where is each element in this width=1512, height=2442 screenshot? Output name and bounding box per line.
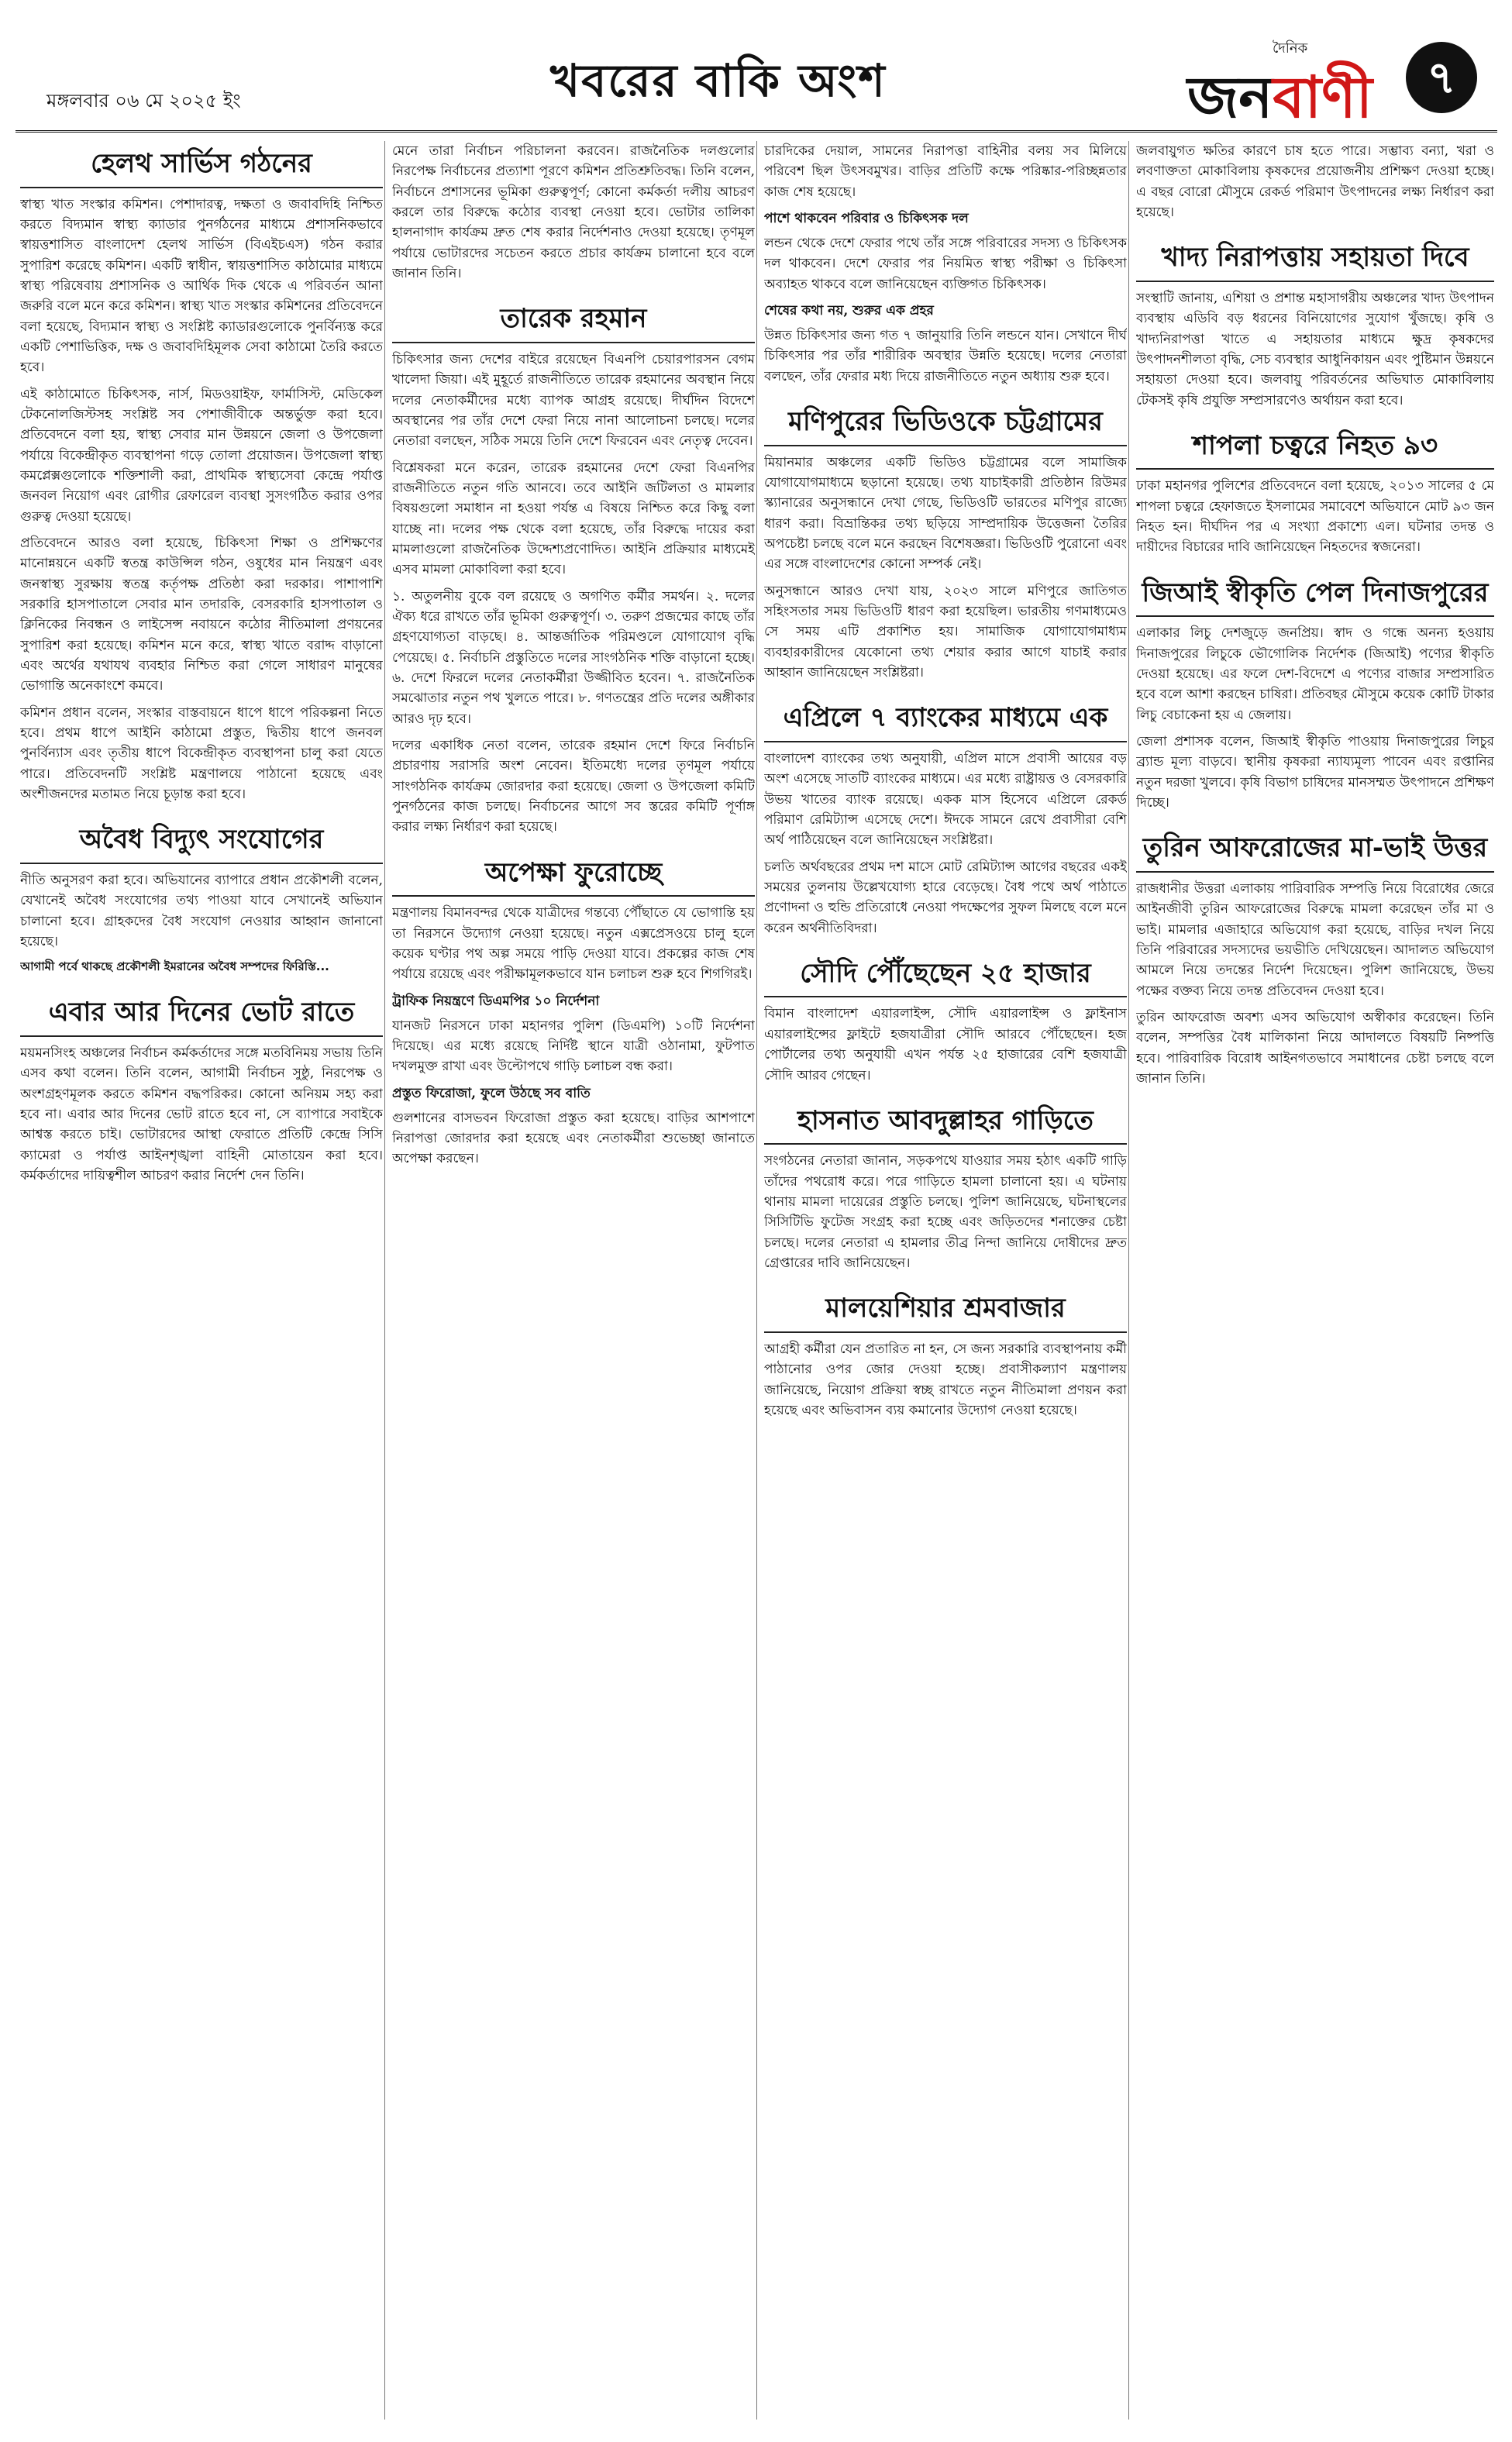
article-paragraph: জেলা প্রশাসক বলেন, জিআই স্বীকৃতি পাওয়ায় দিনাজপুরের লিচুর ব্র্যান্ড মূল্য বাড়বে। স্থানীয় কৃষকরা ন্যায্যমূল্য পাবেন এবং রপ্তানির নতুন দরজা খুলবে। কৃষি বিভাগ চাষিদের মানসম্মত উৎপাদনে প্রশিক্ষণ দিচ্ছে। xyxy=(1136,734,1494,811)
article-headline: এপ্রিলে ৭ ব্যাংকের মাধ্যমে এক xyxy=(764,695,1127,742)
article-paragraph: চিকিৎসার জন্য দেশের বাইরে রয়েছেন বিএনপি চেয়ারপারসন বেগম খালেদা জিয়া। এই মুহূর্তে রাজনীতিতে তারেক রহমানের অবস্থান নিয়ে দলের নেতাকর্মীদের মধ্যে ব্যাপক আগ্রহ রয়েছে। দীর্ঘদিন বিদেশে অবস্থানের পর তাঁর দেশে ফেরা নিয়ে নানা আলোচনা চলছে। দলের নেতারা বলছেন, সঠিক সময়ে তিনি দেশে ফিরবেন এবং নেতৃত্ব দেবেন। xyxy=(392,351,755,449)
page-number: ৭ xyxy=(1406,42,1477,113)
article-headline: খাদ্য নিরাপত্তায় সহায়তা দিবে xyxy=(1136,235,1494,282)
article-paragraph: তুরিন আফরোজ অবশ্য এসব অভিযোগ অস্বীকার করেছেন। তিনি বলেন, সম্পত্তির বৈধ মালিকানা নিয়ে আদালতে বিষয়টি নিষ্পত্তি হবে। পারিবারিক বিরোধ আইনগতভাবে সমাধানের চেষ্টা চলছে বলে জানান তিনি। xyxy=(1136,1009,1494,1087)
article-paragraph: চলতি অর্থবছরের প্রথম দশ মাসে মোট রেমিট্যান্স আগের বছরের একই সময়ের তুলনায় উল্লেখযোগ্য হারে বেড়েছে। বৈধ পথে অর্থ পাঠাতে প্রণোদনা ও হুন্ডি প্রতিরোধে নেওয়া পদক্ষেপের সুফল মিলছে বলে মনে করেন অর্থনীতিবিদরা। xyxy=(764,859,1127,936)
article-paragraph: যানজট নিরসনে ঢাকা মহানগর পুলিশ (ডিএমপি) ১০টি নির্দেশনা দিয়েছে। এর মধ্যে রয়েছে নির্দিষ্ট স্থানে যাত্রী ওঠানামা, ফুটপাত দখলমুক্ত রাখা এবং উল্টোপথে গাড়ি চলাচল বন্ধ করা। xyxy=(392,1018,755,1075)
article-paragraph: মেনে তারা নির্বাচন পরিচালনা করবেন। রাজনৈতিক দলগুলোর নিরপেক্ষ নির্বাচনের প্রত্যাশা পূরণে কমিশন প্রতিশ্রুতিবদ্ধ। তিনি বলেন, নির্বাচনে প্রশাসনের ভূমিকা গুরুত্বপূর্ণ; কোনো কর্মকর্তা দলীয় আচরণ করলে তার বিরুদ্ধে কঠোর ব্যবস্থা নেওয়া হবে। ভোটার তালিকা হালনাগাদ কার্যক্রম দ্রুত শেষ করার নির্দেশনাও দেওয়া হয়েছে। তৃণমূল পর্যায়ে ভোটারদের সচেতন করতে প্রচার কার্যক্রম চালানো হবে বলে জানান তিনি। xyxy=(392,143,755,282)
column-2 xyxy=(392,141,755,2427)
article-paragraph: লন্ডন থেকে দেশে ফেরার পথে তাঁর সঙ্গে পরিবারের সদস্য ও চিকিৎসক দল থাকবেন। দেশে ফেরার পর নিয়মিত স্বাস্থ্য পরীক্ষা ও চিকিৎসা অব্যাহত থাকবে বলে জানিয়েছেন ব্যক্তিগত চিকিৎসক। xyxy=(764,236,1127,292)
article-hasnat-car xyxy=(764,1098,1127,1274)
brand-wordmark-part-b: বাণী xyxy=(1273,64,1373,131)
article-paragraph: সংগঠনের নেতারা জানান, সড়কপথে যাওয়ার সময় হঠাৎ একটি গাড়ি তাঁদের পথরোধ করে। পরে গাড়িতে হামলা চালানো হয়। এ ঘটনায় থানায় মামলা দায়েরের প্রস্তুতি চলছে। পুলিশ জানিয়েছে, ঘটনাস্থলের সিসিটিভি ফুটেজ সংগ্রহ করা হচ্ছে এবং জড়িতদের শনাক্তের চেষ্টা চলছে। দলের নেতারা এ হামলার তীব্র নিন্দা জানিয়ে দোষীদের দ্রুত গ্রেপ্তারের দাবি জানিয়েছেন। xyxy=(764,1153,1127,1272)
article-paragraph: ১. অতুলনীয় বুকে বল রয়েছে ও অগণিত কর্মীর সমর্থন। ২. দলের ঐক্য ধরে রাখতে তাঁর ভূমিকা গুরুত্বপূর্ণ। ৩. তরুণ প্রজন্মের কাছে তাঁর গ্রহণযোগ্যতা বাড়ছে। ৪. আন্তর্জাতিক পরিমণ্ডলে যোগাযোগ বৃদ্ধি পেয়েছে। ৫. নির্বাচনি প্রস্তুতিতে দলের সাংগঠনিক শক্তি বাড়ানো হচ্ছে। ৬. দেশে ফিরলে দলের নেতাকর্মীরা উজ্জীবিত হবেন। ৭. রাজনৈতিক সমঝোতার নতুন পথ খুলতে পারে। ৮. গণতন্ত্রের প্রতি দলের অঙ্গীকার আরও দৃঢ় হবে। xyxy=(392,588,755,727)
article-headline: শাপলা চত্বরে নিহত ৯৩ xyxy=(1136,423,1494,470)
article-headline: অবৈধ বিদ্যুৎ সংযোগের xyxy=(20,817,383,864)
article-paragraph: আগ্রহী কর্মীরা যেন প্রতারিত না হন, সে জন্য সরকারি ব্যবস্থাপনায় কর্মী পাঠানোর ওপর জোর দেওয়া হচ্ছে। প্রবাসীকল্যাণ মন্ত্রণালয় জানিয়েছে, নিয়োগ প্রক্রিয়া স্বচ্ছ রাখতে নতুন নীতিমালা প্রণয়ন করা হয়েছে এবং অভিবাসন ব্যয় কমানোর উদ্যোগ নেওয়া হয়েছে। xyxy=(764,1341,1127,1418)
article-headline: এবার আর দিনের ভোট রাতে xyxy=(20,990,383,1037)
column-3 xyxy=(764,141,1127,2427)
article-tarique-rahman xyxy=(392,296,755,837)
article-paragraph: কমিশন প্রধান বলেন, সংস্কার বাস্তবায়নে ধাপে ধাপে পরিকল্পনা নিতে হবে। প্রথম ধাপে আইনি কাঠামো প্রস্তুত, দ্বিতীয় ধাপে জনবল পুনর্বিন্যাস এবং তৃতীয় ধাপে বিকেন্দ্রীকৃত ব্যবস্থাপনা চালু করা যেতে পারে। প্রতিবেদনটি সংশ্লিষ্ট মন্ত্রণালয়ে পাঠানো হয়েছে এবং অংশীজনদের মতামত নিয়ে চূড়ান্ত করা হবে। xyxy=(20,704,383,803)
article-paragraph: মিয়ানমার অঞ্চলের একটি ভিডিও চট্টগ্রামের বলে সামাজিক যোগাযোগমাধ্যমে ছড়ানো হয়েছে। তথ্য যাচাইকারী প্রতিষ্ঠান রিউমর স্ক্যানারের অনুসন্ধানে দেখা গেছে, ভিডিওটি ভারতের মণিপুর রাজ্যে ধারণ করা। বিভ্রান্তিকর তথ্য ছড়িয়ে সাম্প্রদায়িক উত্তেজনা তৈরির অপচেষ্টা চলছে বলে মনে করছেন বিশেষজ্ঞরা। ভিডিওটি পুরোনো এবং এর সঙ্গে বাংলাদেশের কোনো সম্পর্ক নেই। xyxy=(764,454,1127,573)
article-paragraph: অনুসন্ধানে আরও দেখা যায়, ২০২৩ সালে মণিপুরে জাতিগত সহিংসতার সময় ভিডিওটি ধারণ করা হয়েছিল। ভারতীয় গণমাধ্যমেও সে সময় এটি প্রকাশিত হয়। সামাজিক যোগাযোগমাধ্যম ব্যবহারকারীদের যেকোনো তথ্য শেয়ার করার আগে যাচাই করার আহ্বান জানিয়েছেন সংশ্লিষ্টরা। xyxy=(764,583,1127,681)
section-title: খবরের বাকি অংশ xyxy=(550,54,887,107)
article-paragraph: ময়মনসিংহ অঞ্চলের নির্বাচন কর্মকর্তাদের সঙ্গে মতবিনিময় সভায় তিনি এসব কথা বলেন। তিনি বলেন, আগামী নির্বাচন সুষ্ঠু, নিরপেক্ষ ও অংশগ্রহণমূলক করতে কমিশন বদ্ধপরিকর। কোনো অনিয়ম সহ্য করা হবে না। এবার আর দিনের ভোট রাতে হবে না, সে ব্যাপারে সবাইকে আশ্বস্ত করতে চাই। ভোটারদের আস্থা ফেরাতে প্রতিটি কেন্দ্রে সিসি ক্যামেরা ও পর্যাপ্ত আইনশৃঙ্খলা বাহিনী মোতায়েন করা হবে। কর্মকর্তাদের দায়িত্বশীল আচরণ করার নির্দেশ দেন তিনি। xyxy=(20,1045,383,1183)
article-headline: হেলথ সার্ভিস গঠনের xyxy=(20,141,383,188)
article-turin-afroz xyxy=(1136,825,1494,1089)
brand-wordmark-part-a: জন xyxy=(1187,64,1273,131)
article-headline: জিআই স্বীকৃতি পেল দিনাজপুরের xyxy=(1136,570,1494,618)
brand-small-label: দৈনিক xyxy=(1273,40,1308,57)
article-food-security xyxy=(1136,235,1494,411)
article-subhead: প্রস্তুত ফিরোজা, ফুলে উঠছে সব বাতি xyxy=(392,1085,591,1101)
article-paragraph: দলের একাধিক নেতা বলেন, তারেক রহমান দেশে ফিরে নির্বাচনি প্রচারণায় সরাসরি অংশ নেবেন। ইতিমধ্যে দলের তৃণমূল পর্যায়ে সাংগঠনিক কার্যক্রম জোরদার করা হয়েছে। জেলা ও উপজেলা কমিটি পুনর্গঠনের কাজ চলছে। নির্বাচনের আগে সব স্তরের কমিটি পূর্ণাঙ্গ করার লক্ষ্য নির্ধারণ করা হয়েছে। xyxy=(392,738,755,835)
article-return-continued xyxy=(764,141,1127,387)
article-subhead: পাশে থাকবেন পরিবার ও চিকিৎসক দল xyxy=(764,211,969,227)
article-paragraph: ঢাকা মহানগর পুলিশের প্রতিবেদনে বলা হয়েছে, ২০১৩ সালের ৫ মে শাপলা চত্বরে হেফাজতে ইসলামের সমাবেশে অভিযানে মোট ৯৩ জন নিহত হন। দীর্ঘদিন পর এ সংখ্যা প্রকাশ্যে এল। ঘটনার তদন্ত ও দায়ীদের বিচারের দাবি জানিয়েছেন নিহতদের স্বজনেরা। xyxy=(1136,478,1494,556)
article-election-continued xyxy=(392,141,755,284)
column-rule xyxy=(756,141,757,2420)
article-paragraph: নীতি অনুসরণ করা হবে। অভিযানের ব্যাপারে প্রধান প্রকৌশলী বলেন, যেখানেই অবৈধ সংযোগের তথ্য পাওয়া যাবে সেখানেই অভিযান চালানো হবে। গ্রাহকদের বৈধ সংযোগ নেওয়ার আহ্বান জানানো হয়েছে। xyxy=(20,872,383,949)
article-headline: হাসনাত আবদুল্লাহর গাড়িতে xyxy=(764,1098,1127,1145)
article-paragraph: বাংলাদেশ ব্যাংকের তথ্য অনুযায়ী, এপ্রিল মাসে প্রবাসী আয়ের বড় অংশ এসেছে সাতটি ব্যাংকের মাধ্যমে। এর মধ্যে রাষ্ট্রায়ত্ত ও বেসরকারি উভয় খাতের ব্যাংক রয়েছে। একক মাস হিসেবে এপ্রিলে রেকর্ড পরিমাণ রেমিট্যান্স এসেছে দেশে। ঈদকে সামনে রেখে প্রবাসীরা বেশি অর্থ পাঠিয়েছেন বলে জানিয়েছেন সংশ্লিষ্টরা। xyxy=(764,750,1127,849)
article-paragraph: স্বাস্থ্য খাত সংস্কার কমিশন। পেশাদারত্ব, দক্ষতা ও জবাবদিহি নিশ্চিত করতে বিদ্যমান স্বাস্থ্য ক্যাডার পুনর্গঠনের মাধ্যমে প্রশাসনিকভাবে স্বায়ত্তশাসিত বাংলাদেশ হেলথ সার্ভিস (বিএইচএস) গঠন করার সুপারিশ করেছে কমিশন। একটি স্বাধীন, স্বায়ত্তশাসিত কাঠামোর মাধ্যমে স্বাস্থ্য পরিষেবায় প্রশাসনিক ও আর্থিক দিক থেকে এ পরিবর্তন আনা জরুরি বলে মনে করে কমিশন। স্বাস্থ্য খাত সংস্কার কমিশনের প্রতিবেদনে বলা হয়েছে, বিদ্যমান স্বাস্থ্য ও সংশ্লিষ্ট ক্যাডারগুলোকে পুনর্বিন্যস্ত করে একটি পেশাভিত্তিক, দক্ষ ও জবাবদিহিমূলক সেবা কাঠামো তৈরি করতে হবে। xyxy=(20,196,383,376)
column-rule xyxy=(1128,141,1129,2420)
article-paragraph: এলাকার লিচু দেশজুড়ে জনপ্রিয়। স্বাদ ও গন্ধে অনন্য হওয়ায় দিনাজপুরের লিচুকে ভৌগোলিক নির্দেশক (জিআই) পণ্যের স্বীকৃতি দেওয়া হয়েছে। এর ফলে দেশ-বিদেশে এ পণ্যের বাজার সম্প্রসারিত হবে বলে আশা করছেন চাষিরা। প্রতিবছর মৌসুমে কয়েক কোটি টাকার লিচু বেচাকেনা হয় এ জেলায়। xyxy=(1136,625,1494,723)
article-agri-continued xyxy=(1136,141,1494,222)
article-dinajpur-gi xyxy=(1136,570,1494,814)
issue-date: মঙ্গলবার ০৬ মে ২০২৫ ইং xyxy=(46,90,241,112)
article-paragraph: উন্নত চিকিৎসার জন্য গত ৭ জানুয়ারি তিনি লন্ডনে যান। সেখানে দীর্ঘ চিকিৎসার পর তাঁর শারীরিক অবস্থার উন্নতি হয়েছে। দলের নেতারা বলছেন, তাঁর ফেরার মধ্য দিয়ে রাজনীতিতে নতুন অধ্যায় শুরু হবে। xyxy=(764,328,1127,384)
article-manipur-video xyxy=(764,399,1127,683)
article-paragraph: এই কাঠামোতে চিকিৎসক, নার্স, মিডওয়াইফ, ফার্মাসিস্ট, মেডিকেল টেকনোলজিস্টসহ সংশ্লিষ্ট সব পেশাজীবীকে অন্তর্ভুক্ত করা হবে। প্রতিবেদনে বলা হয়, স্বাস্থ্য সেবার মান উন্নয়নে জেলা ও উপজেলা পর্যায়ে বিকেন্দ্রীকৃত ব্যবস্থাপনা গড়ে তোলা প্রয়োজন। উপজেলা স্বাস্থ্য কমপ্লেক্সগুলোকে শক্তিশালী করা, প্রাথমিক স্বাস্থ্যসেবা কেন্দ্রে পর্যাপ্ত জনবল নিয়োগ এবং রোগীর রেফারেল ব্যবস্থা সুসংগঠিত করার ওপর গুরুত্ব দেওয়া হয়েছে। xyxy=(20,386,383,525)
article-paragraph: জলবায়ুগত ক্ষতির কারণে চাষ হতে পারে। সম্ভাব্য বন্যা, খরা ও লবণাক্ততা মোকাবিলায় কৃষকদের প্রয়োজনীয় প্রশিক্ষণ দেওয়া হচ্ছে। এ বছর বোরো মৌসুমে রেকর্ড পরিমাণ উৎপাদনের লক্ষ্য নির্ধারণ করা হয়েছে। xyxy=(1136,143,1494,221)
article-paragraph: গুলশানের বাসভবন ফিরোজা প্রস্তুত করা হয়েছে। বাড়ির আশপাশে নিরাপত্তা জোরদার করা হয়েছে এবং নেতাকর্মীরা শুভেচ্ছা জানাতে অপেক্ষা করছেন। xyxy=(392,1110,755,1167)
article-headline: তুরিন আফরোজের মা-ভাই উত্তর xyxy=(1136,825,1494,873)
brand-wordmark xyxy=(1187,54,1373,150)
article-subhead: শেষের কথা নয়, শুরুর এক প্রহর xyxy=(764,303,934,319)
article-illegal-power xyxy=(20,817,383,977)
brand-logo xyxy=(1156,33,1482,131)
article-paragraph: চারদিকের দেয়াল, সামনের নিরাপত্তা বাহিনীর বলয় সব মিলিয়ে পরিবেশ ছিল উৎসবমুখর। বাড়ির প্রতিটি কক্ষে পরিষ্কার-পরিচ্ছন্নতার কাজ শেষ হয়েছে। xyxy=(764,143,1127,200)
article-malaysia-labour xyxy=(764,1286,1127,1421)
continued-note: আগামী পর্বে থাকছে প্রকৌশলী ইমরানের অবৈধ সম্পদের ফিরিস্তি... xyxy=(20,959,329,974)
article-paragraph: বিশ্লেষকরা মনে করেন, তারেক রহমানের দেশে ফেরা বিএনপির রাজনীতিতে নতুন গতি আনবে। তবে আইনি জটিলতা ও মামলার বিষয়গুলো সমাধান না হওয়া পর্যন্ত এ বিষয়ে নিশ্চিত করে কিছু বলা যাচ্ছে না। দলের পক্ষ থেকে বলা হয়েছে, তাঁর বিরুদ্ধে দায়ের করা মামলাগুলো রাজনৈতিক উদ্দেশ্যপ্রণোদিত। আইনি প্রক্রিয়ার মাধ্যমেই এসব মামলা মোকাবিলা করা হবে। xyxy=(392,460,755,578)
article-headline: তারেক রহমান xyxy=(392,296,755,343)
article-paragraph: রাজধানীর উত্তরা এলাকায় পারিবারিক সম্পত্তি নিয়ে বিরোধের জেরে আইনজীবী তুরিন আফরোজের বিরুদ্ধে মামলা করেছেন তাঁর মা ও ভাই। মামলার এজাহারে অভিযোগ করা হয়েছে, বাড়ির দখল নিয়ে তিনি পরিবারের সদস্যদের ভয়ভীতি দেখিয়েছেন। আদালত অভিযোগ আমলে নিয়ে তদন্তের নির্দেশ দিয়েছেন। পুলিশ জানিয়েছে, উভয় পক্ষের বক্তব্য নিয়ে তদন্ত প্রতিবেদন দেওয়া হবে। xyxy=(1136,880,1494,999)
column-1 xyxy=(20,141,383,2427)
article-paragraph: বিমান বাংলাদেশ এয়ারলাইন্স, সৌদি এয়ারলাইন্স ও ফ্লাইনাস এয়ারলাইন্সের ফ্লাইটে হজযাত্রীরা সৌদি আরবে পৌঁছেছেন। হজ পোর্টালের তথ্য অনুযায়ী এখন পর্যন্ত ২৫ হাজারের বেশি হজযাত্রী সৌদি আরব গেছেন। xyxy=(764,1006,1127,1083)
article-shapla-chattar xyxy=(1136,423,1494,558)
column-4 xyxy=(1136,141,1494,2427)
masthead xyxy=(15,15,1497,133)
article-health-service xyxy=(20,141,383,804)
article-hajj xyxy=(764,951,1127,1086)
article-headline: সৌদি পৌঁছেছেন ২৫ হাজার xyxy=(764,951,1127,998)
article-paragraph: মন্ত্রণালয় বিমানবন্দর থেকে যাত্রীদের গন্তব্যে পৌঁছাতে যে ভোগান্তি হয় তা নিরসনে উদ্যোগ নেওয়া হয়েছে। নতুন এক্সপ্রেসওয়ে চালু হলে কয়েক ঘণ্টার পথ অল্প সময়ে পাড়ি দেওয়া যাবে। প্রকল্পের কাজ শেষ পর্যায়ে রয়েছে এবং পরীক্ষামূলকভাবে যান চলাচল শুরু হবে শিগগিরই। xyxy=(392,905,755,983)
article-headline: মালয়েশিয়ার শ্রমবাজার xyxy=(764,1286,1127,1333)
article-subhead: ট্রাফিক নিয়ন্ত্রণে ডিএমপির ১০ নির্দেশনা xyxy=(392,993,600,1009)
article-night-vote xyxy=(20,990,383,1186)
article-headline: অপেক্ষা ফুরোচ্ছে xyxy=(392,850,755,897)
article-waiting-ends xyxy=(392,850,755,1169)
column-rule xyxy=(384,141,385,2420)
article-paragraph: সংস্থাটি জানায়, এশিয়া ও প্রশান্ত মহাসাগরীয় অঞ্চলের খাদ্য উৎপাদন ব্যবস্থায় এডিবি বড় ধরনের বিনিয়োগের সুযোগ খুঁজছে। কৃষি ও খাদ্যনিরাপত্তা খাতে এ সহায়তার মাধ্যমে ক্ষুদ্র কৃষকদের উৎপাদনশীলতা বৃদ্ধি, সেচ ব্যবস্থার আধুনিকায়ন এবং পুষ্টিমান উন্নয়নে সহায়তা দেওয়া হবে। জলবায়ু পরিবর্তনের অভিঘাত মোকাবিলায় টেকসই কৃষি প্রযুক্তি সম্প্রসারণেও অর্থায়ন করা হবে। xyxy=(1136,290,1494,408)
article-paragraph: প্রতিবেদনে আরও বলা হয়েছে, চিকিৎসা শিক্ষা ও প্রশিক্ষণের মানোন্নয়নে একটি স্বতন্ত্র কাউন্সিল গঠন, ওষুধের মান নিয়ন্ত্রণ এবং জনস্বাস্থ্য সুরক্ষায় স্বতন্ত্র কর্তৃপক্ষ প্রতিষ্ঠা করা দরকার। পাশাপাশি সরকারি হাসপাতালে সেবার মান তদারকি, বেসরকারি হাসপাতাল ও ক্লিনিকের নিবন্ধন ও লাইসেন্স নবায়নে কঠোর নীতিমালা প্রণয়নের সুপারিশ করা হয়েছে। কমিশন মনে করে, স্বাস্থ্য খাতে বরাদ্দ বাড়ানো এবং অর্থের যথাযথ ব্যবহার নিশ্চিত করা গেলে সাধারণ মানুষের ভোগান্তি অনেকাংশে কমবে। xyxy=(20,536,383,694)
article-remittance xyxy=(764,695,1127,939)
article-headline: মণিপুরের ভিডিওকে চট্টগ্রামের xyxy=(764,399,1127,446)
